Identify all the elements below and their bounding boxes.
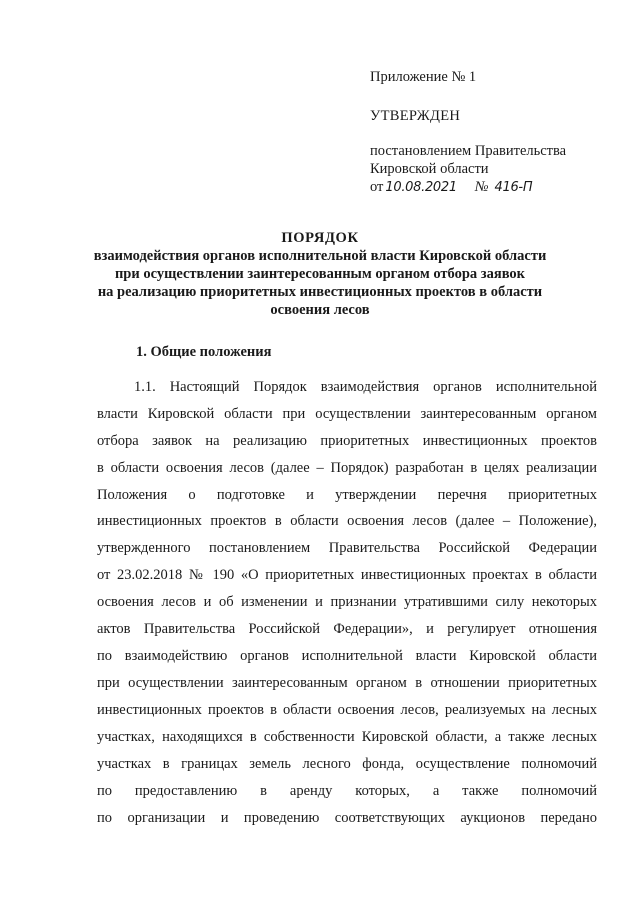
date-prefix: от [370,179,384,195]
body-line: участках, находящихся в собственности Кировской области, а также лесных [97,729,597,745]
title-line-3: на реализацию приоритетных инвестиционных проектов в области [97,284,543,300]
body-line: утвержденного постановлением Правительства Российской Федерации [97,540,597,556]
body-line: отбора заявок на реализацию приоритетных инвестиционных проектов [97,433,597,449]
body-line: по организации и проведению соответствующих аукционов передано [97,810,597,826]
decree-date-number-line [370,178,532,197]
body-line: Положения о подготовке и утверждении перечня приоритетных [97,487,597,503]
approved-label: УТВЕРЖДЕН [370,108,461,124]
decree-line-1: постановлением Правительства [370,143,567,159]
body-line: инвестиционных проектов в области освоения лесов, реализуемых на лесных [97,702,597,718]
body-line: при осуществлении заинтересованным органом в отношении приоритетных [97,675,597,691]
title-line-4: освоения лесов [270,302,370,318]
title-line-2: при осуществлении заинтересованным органом отбора заявок [114,266,526,282]
body-line: от 23.02.2018 № 190 «О приоритетных инвестиционных проектах в области [97,567,597,583]
title-line-1: взаимодействия органов исполнительной власти Кировской области [93,248,547,264]
section-heading: 1. Общие положения [136,344,272,360]
handwritten-number: 416-П [494,180,533,195]
body-line: по взаимодействию органов исполнительной власти Кировской области [97,648,597,664]
title-line-0: ПОРЯДОК [281,230,359,246]
body-line: инвестиционных проектов в области освоения лесов (далее – Положение), [97,513,597,529]
body-line: власти Кировской области при осуществлении заинтересованным органом [97,406,597,422]
body-line: по предоставлению в аренду которых, а также полномочий [97,783,597,799]
decree-line-2: Кировской области [370,161,489,177]
body-line: участках в границах земель лесного фонда, осуществление полномочий [97,756,597,772]
body-line: 1.1. Настоящий Порядок взаимодействия органов исполнительной [134,379,597,395]
body-line: в области освоения лесов (далее – Порядок) разработан в целях реализации [97,460,597,476]
body-line: освоения лесов и об изменении и признании утратившими силу некоторых [97,594,597,610]
handwritten-date: 10.08.2021 [385,180,457,195]
body-line: актов Правительства Российской Федерации», и регулирует отношения [97,621,597,637]
number-label: № [474,179,489,195]
appendix-label: Приложение № 1 [370,69,477,85]
